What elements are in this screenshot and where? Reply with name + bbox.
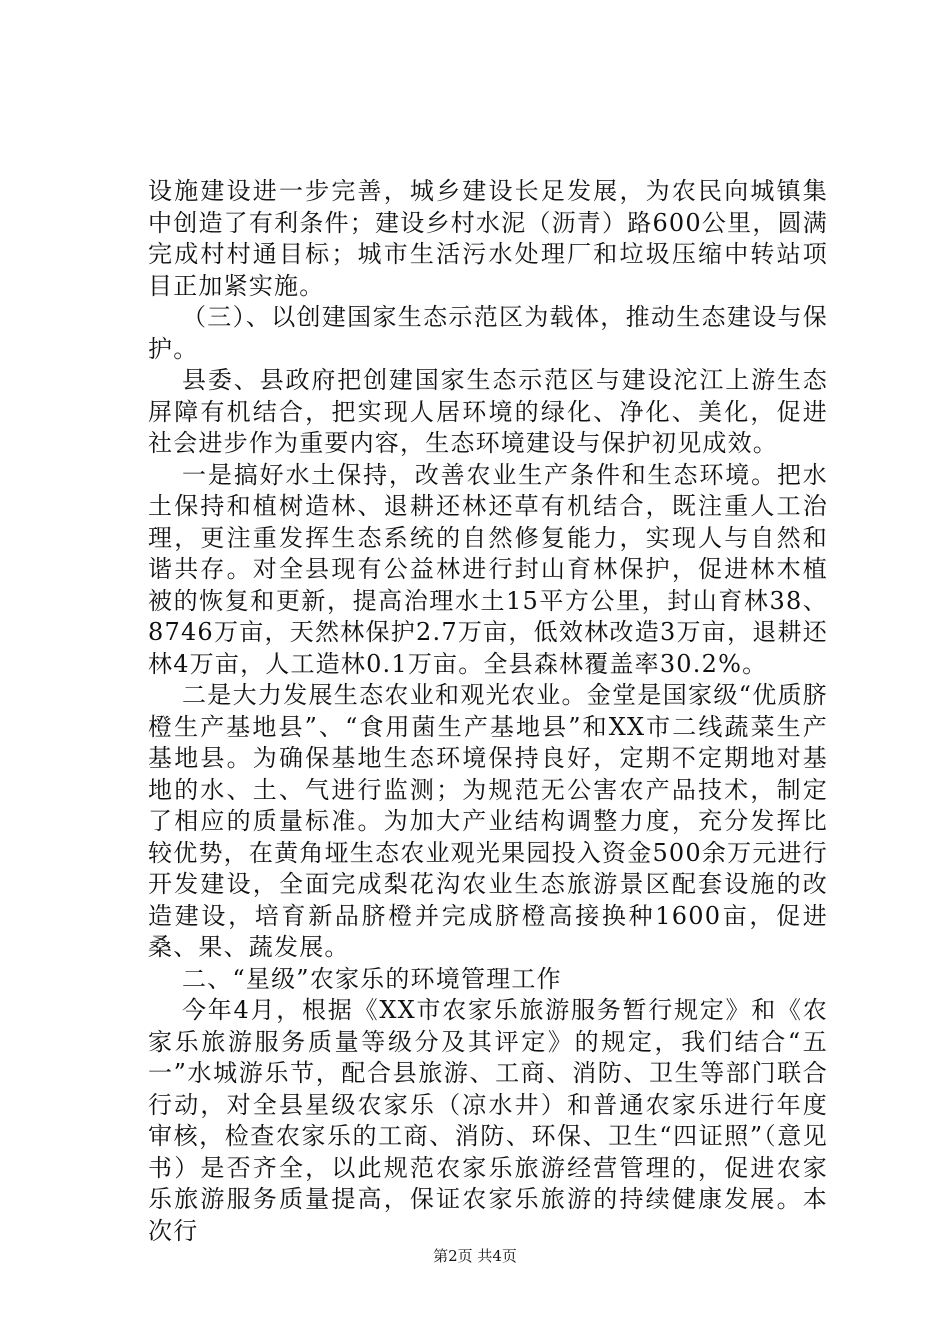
paragraph-continuation: 设施建设进一步完善，城乡建设长足发展，为农民向城镇集中创造了有利条件；建设乡村水泥（沥青）路600公里，圆满完成村村通目标；城市生活污水处理厂和垃圾压缩中转站项目正加紧实施。	[148, 177, 828, 300]
document-body	[148, 176, 828, 1247]
paragraph-farmhouse-review: 今年4月，根据《XX市农家乐旅游服务暂行规定》和《农家乐旅游服务质量等级分及其评定》的规定，我们结合“五一”水城游乐节，配合县旅游、工商、消防、卫生等部门联合行动，对全县星级农家乐（凉水井）和普通农家乐进行年度审核，检查农家乐的工商、消防、环保、卫生“四证照”（意见书）是否齐全，以此规范农家乐旅游经营管理的，促进农家乐旅游服务质量提高，保证农家乐旅游的持续健康发展。本次行	[148, 996, 828, 1245]
paragraph-eco-agriculture: 二是大力发展生态农业和观光农业。金堂是国家级“优质脐橙生产基地县”、“食用菌生产基地县”和XX市二线蔬菜生产基地县。为确保基地生态环境保持良好，定期不定期地对基地的水、土、气进行监测；为规范无公害农产品技术，制定了相应的质量标准。为加大产业结构调整力度，充分发挥比较优势，在黄角垭生态农业观光果园投入资金500余万元进行开发建设，全面完成梨花沟农业生态旅游景区配套设施的改造建设，培育新品脐橙并完成脐橙高接换种1600亩，促进桑、果、蔬发展。	[148, 681, 828, 961]
paragraph-county-ecology: 县委、县政府把创建国家生态示范区与建设沱江上游生态屏障有机结合，把实现人居环境的绿化、净化、美化，促进社会进步作为重要内容，生态环境建设与保护初见成效。	[148, 366, 828, 457]
section-heading-farmhouse: 二、“星级”农家乐的环境管理工作	[182, 964, 562, 993]
page-number-footer: 第2页 共4页	[433, 1247, 517, 1265]
paragraph-soil-conservation: 一是搞好水土保持，改善农业生产条件和生态环境。把水土保持和植树造林、退耕还林还草有机结合，既注重人工治理，更注重发挥生态系统的自然修复能力，实现人与自然和谐共存。对全县现有公益林进行封山育林保护，促进林木植被的恢复和更新，提高治理水土15平方公里，封山育林38、8746万亩，天然林保护2.7万亩，低效林改造3万亩，退耕还林4万亩，人工造林0.1万亩。全县森林覆盖率30.2%。	[148, 460, 828, 678]
section-heading-three: （三）、以创建国家生态示范区为载体，推动生态建设与保护。	[148, 303, 828, 363]
